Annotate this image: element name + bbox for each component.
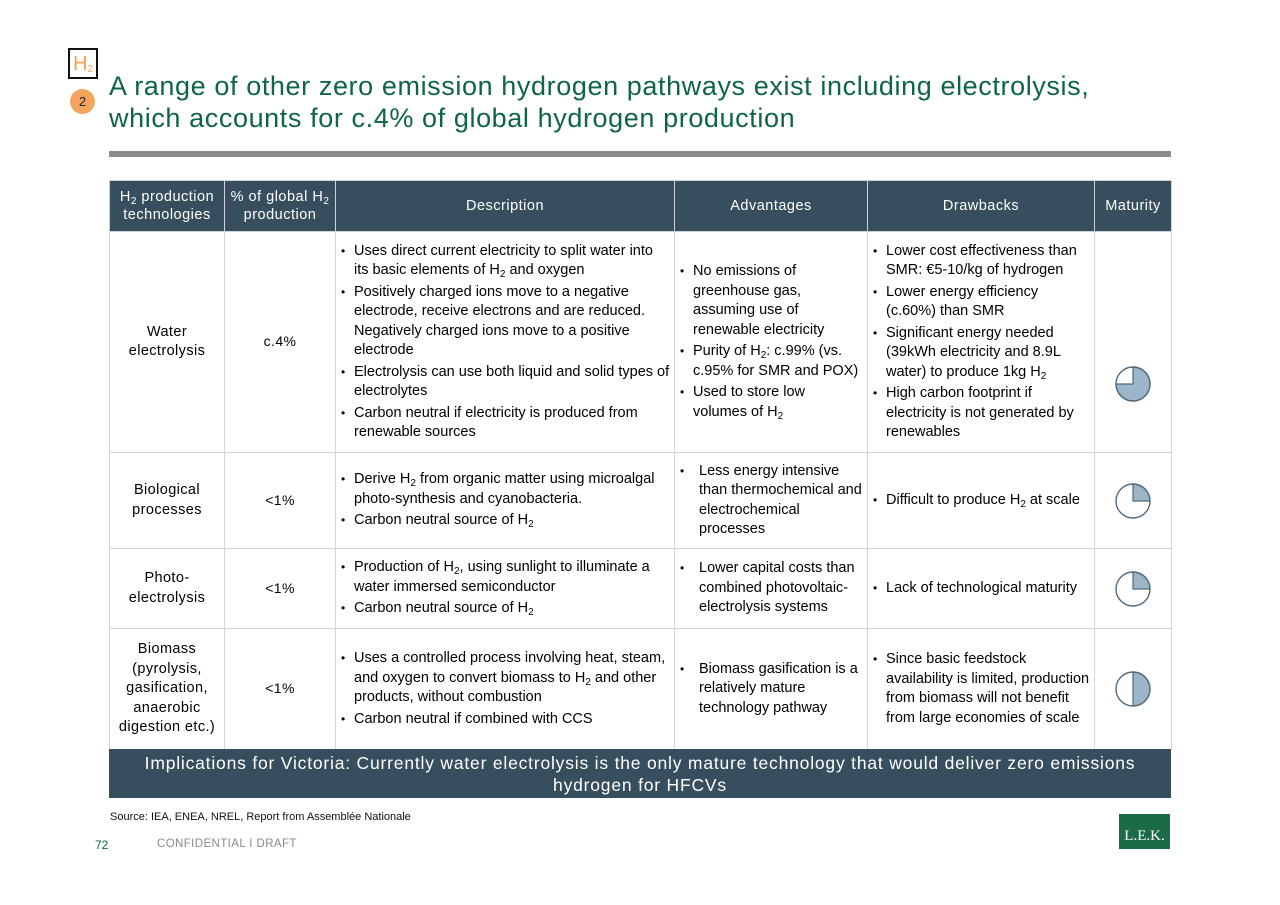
table-body <box>110 232 1172 750</box>
bullet-item: • Carbon neutral source of $H_2$ <box>340 511 670 531</box>
bullet-item: • Difficult to produce $H_2$ at scale <box>872 491 1090 511</box>
cell-drawbacks <box>868 629 1095 750</box>
header-technologies: $H_2$ production technologies <box>110 181 225 232</box>
bullet-item: • Lack of technological maturity <box>872 579 1090 599</box>
bullet-item: • Lower energy efficiency (c.60%) than SMR <box>872 283 1090 322</box>
bullet-list <box>872 650 1090 728</box>
header-drawbacks: Drawbacks <box>868 181 1095 232</box>
bullet-list <box>872 579 1090 599</box>
bullet-item: • Since basic feedstock availability is limited, production from biomass will not benefit from large economies of scale <box>872 650 1090 728</box>
cell-description <box>336 549 675 629</box>
cell-drawbacks <box>868 549 1095 629</box>
title-divider <box>109 151 1171 157</box>
bullet-item: • Carbon neutral source of $H_2$ <box>340 599 670 619</box>
bullet-item: • Purity of $H_2$: c.99% (vs. c.95% for SMR and POX) <box>679 342 863 381</box>
cell-global-share: c.4% <box>225 232 336 453</box>
cell-maturity <box>1095 453 1172 549</box>
bullet-item: • No emissions of greenhouse gas, assuming use of renewable electricity <box>679 262 863 340</box>
cell-global-share: <1% <box>225 453 336 549</box>
cell-drawbacks <box>868 232 1095 453</box>
header-description: Description <box>336 181 675 232</box>
page-title <box>109 70 1189 134</box>
cell-technology: Photo- electrolysis <box>110 549 225 629</box>
bullet-item: • Significant energy needed (39kWh electricity and 8.9L water) to produce 1kg $H_2$ <box>872 324 1090 383</box>
lek-logo: L.E.K. <box>1119 814 1170 849</box>
cell-technology: Biomass (pyrolysis, gasification, anaerobic digestion etc.) <box>110 629 225 750</box>
bullet-item: • Carbon neutral if combined with CCS <box>340 710 670 730</box>
bullet-item: • High carbon footprint if electricity is not generated by renewables <box>872 384 1090 443</box>
cell-maturity <box>1095 549 1172 629</box>
implications-banner <box>109 749 1171 798</box>
maturity-pie-icon <box>1114 670 1152 708</box>
header-advantages: Advantages <box>675 181 868 232</box>
bullet-list <box>340 649 670 729</box>
header-global-share: % of global $H_2$ production <box>225 181 336 232</box>
table-row <box>110 453 1172 549</box>
bullet-list <box>872 491 1090 511</box>
table-row <box>110 629 1172 750</box>
bullet-item: • Uses direct current electricity to split water into its basic elements of $H_2$ and oxygen <box>340 242 670 281</box>
bullet-item: • Less energy intensive than thermochemical and electrochemical processes <box>679 462 863 540</box>
bullet-list <box>679 660 863 719</box>
bullet-item: • Uses a controlled process involving heat, steam, and oxygen to convert biomass to $H_2$ and other products, without combustion <box>340 649 670 708</box>
source-note: Source: IEA, ENEA, NREL, Report from Assemblée Nationale <box>110 811 411 823</box>
step-number-badge: 2 <box>70 89 95 114</box>
header-maturity: Maturity <box>1095 181 1172 232</box>
cell-advantages <box>675 232 868 453</box>
bullet-item: • Positively charged ions move to a negative electrode, receive electrons and are reduced. Negatively charged ions move to a positive electrode <box>340 283 670 361</box>
cell-drawbacks <box>868 453 1095 549</box>
cell-technology: Biological processes <box>110 453 225 549</box>
title-line-2: which accounts for c.4% of global hydrogen production <box>109 103 796 133</box>
cell-description <box>336 453 675 549</box>
bullet-list <box>679 559 863 618</box>
bullet-item: • Biomass gasification is a relatively mature technology pathway <box>679 660 863 719</box>
implication-line-2: hydrogen for HFCVs <box>553 775 727 795</box>
bullet-item: • Lower capital costs than combined photovoltaic-electrolysis systems <box>679 559 863 618</box>
cell-maturity <box>1095 232 1172 453</box>
bullet-list <box>340 242 670 443</box>
bullet-list <box>679 462 863 540</box>
cell-description <box>336 232 675 453</box>
maturity-pie-icon <box>1114 570 1152 608</box>
h2-logo-icon: $H_2$ <box>68 48 98 79</box>
cell-advantages <box>675 549 868 629</box>
technology-table <box>109 180 1172 750</box>
implication-line-1: Implications for Victoria: Currently water electrolysis is the only mature technology that would deliver zero emissions <box>144 753 1136 773</box>
bullet-list <box>340 558 670 619</box>
bullet-item: • Derive $H_2$ from organic matter using microalgal photo-synthesis and cyanobacteria. <box>340 470 670 509</box>
cell-global-share: <1% <box>225 549 336 629</box>
bullet-item: • Carbon neutral if electricity is produced from renewable sources <box>340 404 670 443</box>
cell-global-share: <1% <box>225 629 336 750</box>
bullet-item: • Used to store low volumes of $H_2$ <box>679 383 863 422</box>
bullet-item: • Electrolysis can use both liquid and solid types of electrolytes <box>340 363 670 402</box>
bullet-item: • Production of $H_2$, using sunlight to illuminate a water immersed semiconductor <box>340 558 670 597</box>
page-number: 72 <box>95 838 109 852</box>
confidential-label: CONFIDENTIAL I DRAFT <box>157 838 297 850</box>
maturity-pie-icon <box>1114 365 1152 403</box>
table-row <box>110 549 1172 629</box>
table-header-row <box>110 181 1172 232</box>
title-line-1: A range of other zero emission hydrogen pathways exist including electrolysis, <box>109 71 1090 101</box>
cell-description <box>336 629 675 750</box>
cell-advantages <box>675 453 868 549</box>
cell-technology: Water electrolysis <box>110 232 225 453</box>
bullet-list <box>679 262 863 422</box>
maturity-pie-icon <box>1114 482 1152 520</box>
bullet-list <box>340 470 670 531</box>
cell-advantages <box>675 629 868 750</box>
table-row <box>110 232 1172 453</box>
cell-maturity <box>1095 629 1172 750</box>
bullet-list <box>872 242 1090 443</box>
maturity-pie-fill <box>1133 672 1150 706</box>
bullet-item: • Lower cost effectiveness than SMR: €5-10/kg of hydrogen <box>872 242 1090 281</box>
